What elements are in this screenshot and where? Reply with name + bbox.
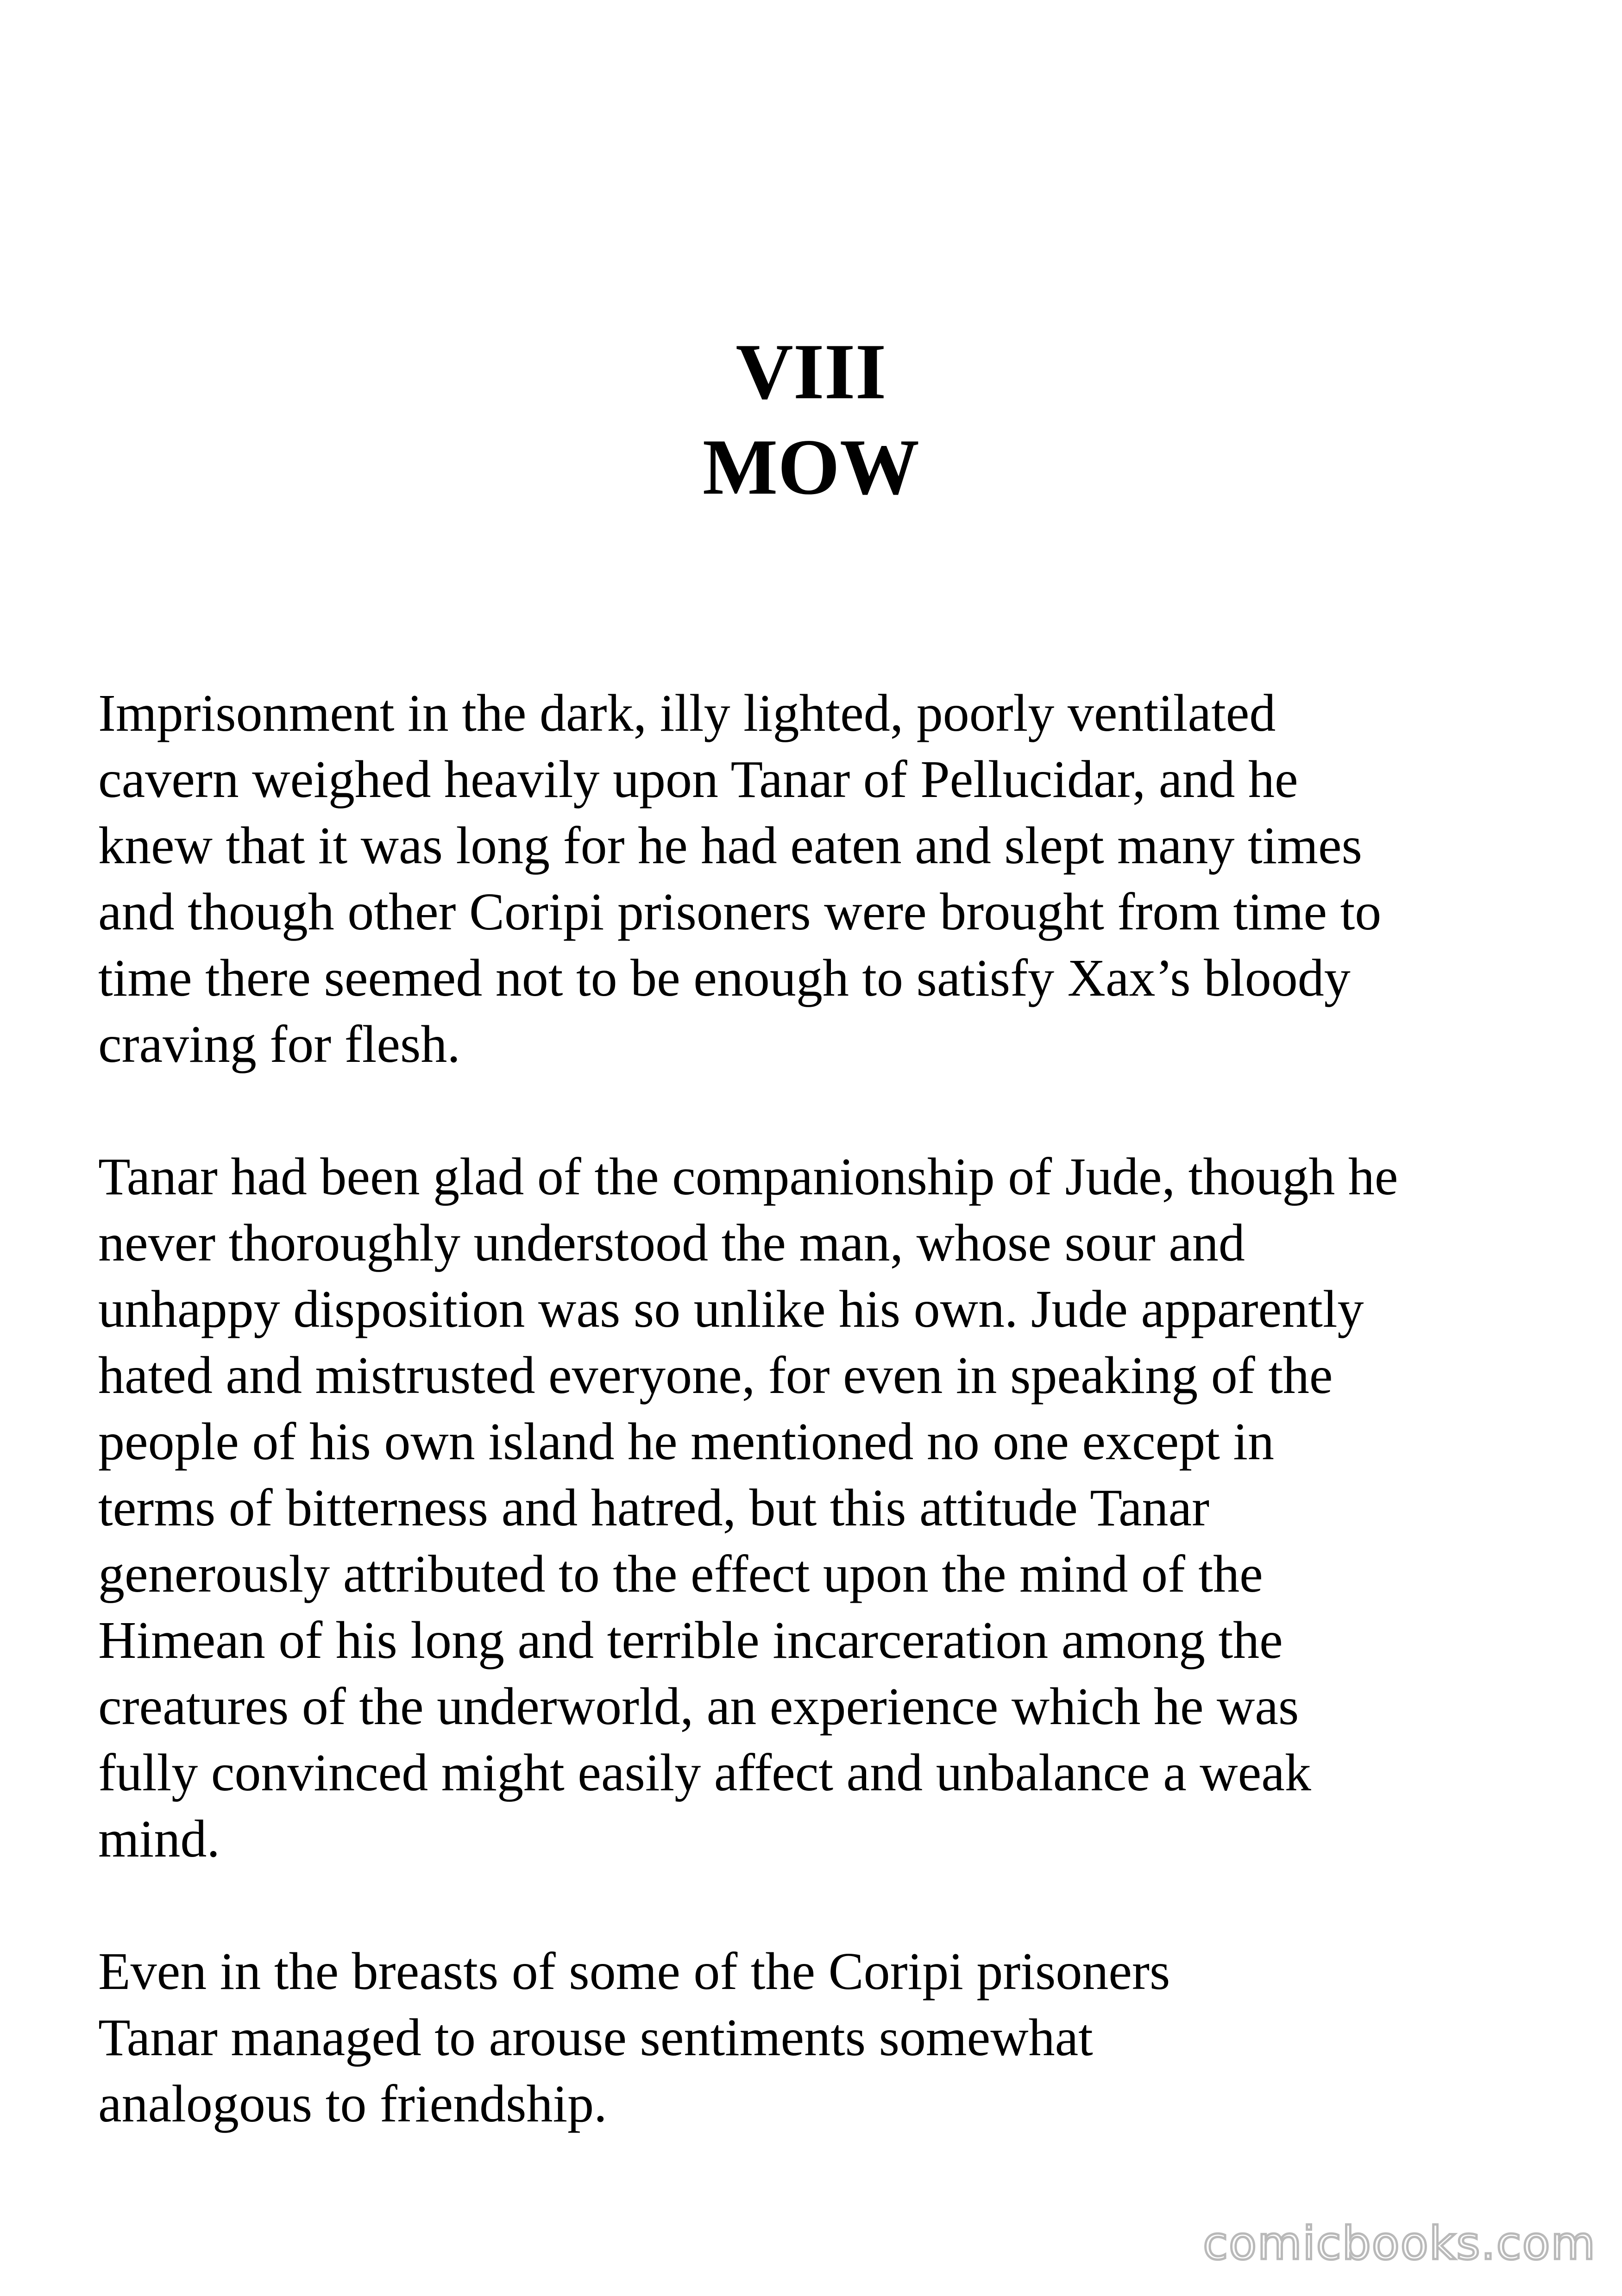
paragraph-2 xyxy=(98,1143,1557,1872)
text-line: generously attributed to the effect upon the mind of the xyxy=(98,1544,1263,1603)
text-line: Tanar managed to arouse sentiments somewhat xyxy=(98,2008,1093,2067)
text-line: Himean of his long and terrible incarceration among the xyxy=(98,1611,1283,1669)
text-line: cavern weighed heavily upon Tanar of Pellucidar, and he xyxy=(98,750,1298,809)
text-line: knew that it was long for he had eaten and slept many times xyxy=(98,816,1362,875)
text-line: creatures of the underworld, an experience which he was xyxy=(98,1677,1299,1736)
paragraph-1 xyxy=(98,680,1557,1077)
text-line: hated and mistrusted everyone, for even in speaking of the xyxy=(98,1346,1333,1405)
text-line: terms of bitterness and hatred, but this attitude Tanar xyxy=(98,1478,1210,1537)
text-line: fully convinced might easily affect and unbalance a weak xyxy=(98,1743,1311,1802)
text-line: people of his own island he mentioned no one except in xyxy=(98,1412,1275,1471)
text-line: mind. xyxy=(98,1809,220,1868)
text-line: craving for flesh. xyxy=(98,1015,460,1073)
text-line: Tanar had been glad of the companionship of Jude, though he xyxy=(98,1147,1398,1206)
watermark-logo: comicbooks.com xyxy=(1203,2217,1596,2270)
text-line: never thoroughly understood the man, whose sour and xyxy=(98,1213,1245,1272)
chapter-body xyxy=(98,680,1557,2203)
chapter-number: VIII xyxy=(736,328,886,416)
chapter-title: MOW xyxy=(702,423,920,511)
text-line: analogous to friendship. xyxy=(98,2074,607,2133)
chapter-heading xyxy=(0,324,1622,515)
text-line: Even in the breasts of some of the Coripi prisoners xyxy=(98,1942,1170,2001)
text-line: unhappy disposition was so unlike his own. Jude apparently xyxy=(98,1280,1364,1338)
paragraph-3 xyxy=(98,1938,1557,2137)
text-line: Imprisonment in the dark, illy lighted, poorly ventilated xyxy=(98,684,1276,742)
text-line: time there seemed not to be enough to satisfy Xax’s bloody xyxy=(98,948,1351,1007)
text-line: and though other Coripi prisoners were brought from time to xyxy=(98,882,1382,941)
